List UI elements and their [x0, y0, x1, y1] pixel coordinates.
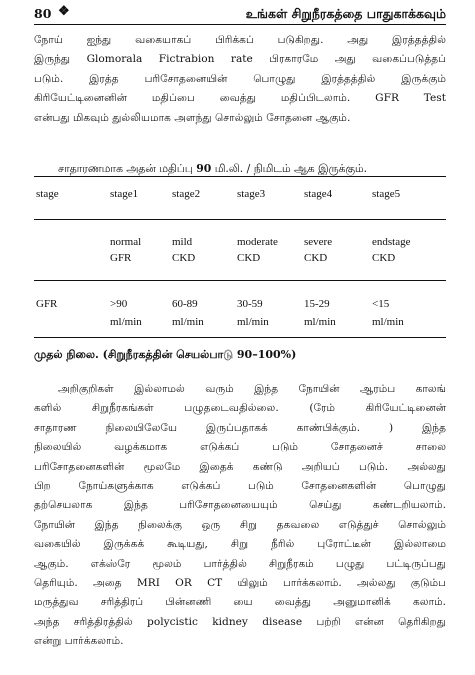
table-mid-rule [34, 280, 446, 281]
paragraph-line: வகையில் இருக்கக் கூடியது, சிறு நீரில் புரோட்டீன் இல்லாமை [34, 538, 446, 551]
table-cell: CKD [304, 252, 328, 264]
paragraph-line: சாதாரண நிலையிலேயே இருப்பதாகக் காண்பிக்கும். ) இந்த [34, 421, 446, 434]
table-cell: >90 [110, 298, 128, 310]
table-header-cell: stage1 [110, 188, 139, 200]
running-header [34, 4, 446, 24]
table-bottom-rule [34, 337, 446, 338]
table-cell: ml/min [237, 316, 269, 328]
table-cell: 60-89 [172, 298, 198, 310]
paragraph-line: ஆகும். எக்ஸ்ரே மூலம் பார்த்தில் சிறுநீரகம் பழுது பட்டிருப்பது [34, 557, 446, 570]
paragraph-line: நிலையில் வழக்கமாக எடுக்கப் படும் சோதனைச் சாலை [34, 441, 446, 454]
paragraph-line: அந்த சரித்திரத்தில் polycistic kidney disease பற்றி என்ன தெரிகிறது [34, 615, 446, 628]
table-cell: moderate [237, 236, 278, 248]
paragraph-line: பிற நோய்களுக்காக எடுக்கப் படும் சோதனைகளின் பொழுது [34, 479, 446, 492]
table-cell: CKD [172, 252, 196, 264]
table-header-cell: stage2 [172, 188, 201, 200]
table-header-cell: stage5 [372, 188, 401, 200]
paragraph-line: தற்செயலாக இந்த பரிசோதனையையும் செய்து கண்டறியலாம். [34, 499, 446, 512]
paragraph-line: களில் சிறுநீரகங்கள் பழுதடைவதில்லை. (ரேம் கிரியேட்டினைன் [34, 402, 446, 415]
intro-paragraph [34, 31, 446, 128]
page-number: 80 [34, 6, 52, 21]
paragraph-line: பரிசோதனைகளின் மூலமே இதைக் கண்டு அறியப் படும். அல்லது [34, 460, 446, 473]
paragraph-line: தெரியும். அதை MRI OR CT யிலும் பார்க்கலாம். அல்லது குடும்ப [34, 576, 446, 589]
table-cell: normal [110, 236, 142, 248]
ornament-icon: ❖ [58, 4, 70, 19]
table-cell: GFR [110, 252, 132, 264]
normal-value-line [58, 162, 448, 177]
table-top-rule [34, 176, 446, 177]
table-mid-rule [34, 219, 446, 220]
table-cell: 30-59 [237, 298, 263, 310]
table-cell: endstage [372, 236, 411, 248]
table-cell: ml/min [372, 316, 404, 328]
table-cell: <15 [372, 298, 390, 310]
paragraph-line: நோயின் இந்த நிலைக்கு ஒரு சிறு தகவலை எடுத்துச் சொல்லும் [34, 518, 446, 531]
normal-value-number: 90 [196, 162, 212, 175]
table-header-cell: stage3 [237, 188, 266, 200]
header-rule [34, 24, 446, 25]
paragraph-line: மருத்துவ சரித்திரப் பின்னணி யை வைத்து அனுமானிக் கலாம். [34, 596, 446, 609]
table-row-label: GFR [36, 298, 58, 310]
running-title: உங்கள் சிறுநீரகத்தை பாதுகாக்கவும் [245, 6, 446, 21]
paragraph-line: நோய் ஐந்து வகையாகப் பிரிக்கப் படுகிறது. அது இரத்தத்தில் [34, 34, 446, 46]
ckd-stage-table [34, 176, 446, 338]
paragraph-line: கிரியேட்டினைனின் மதிப்பை வைத்து மதிப்பிடலாம். GFR Test [34, 92, 446, 105]
table-cell: ml/min [304, 316, 336, 328]
table-cell: 15-29 [304, 298, 330, 310]
paragraph-line: என்று பார்க்கலாம். [34, 635, 124, 648]
table-cell: mild [172, 236, 193, 248]
paragraph-line: இருந்து Glomorala Fictrabion rate பிரகாரமே அது வகைப்படுத்தப் [34, 53, 446, 66]
table-cell: CKD [237, 252, 261, 264]
body-paragraph [34, 380, 446, 651]
table-cell: ml/min [110, 316, 142, 328]
table-cell: CKD [372, 252, 396, 264]
normal-value-prefix: சாதாரணமாக அதன் மதிப்பு [58, 162, 197, 175]
table-header-cell: stage [36, 188, 59, 200]
paragraph-line: என்பது மிகவும் துல்லியமாக அளந்து சொல்லும் சோதனை ஆகும். [34, 111, 351, 124]
paragraph-line: படும். இரத்த பரிசோதனையின் பொழுது இரத்தத்தில் இருக்கும் [34, 72, 446, 85]
normal-value-suffix: மி.லி. / நிமிடம் ஆக இருக்கும். [211, 162, 368, 175]
table-header-cell: stage4 [304, 188, 333, 200]
table-cell: severe [304, 236, 333, 248]
section-heading: முதல் நிலை. (சிறுநீரகத்தின் செயல்பாடு 90–100%) [34, 348, 297, 361]
paragraph-line: அறிகுறிகள் இல்லாமல் வரும் இந்த நோயின் ஆரம்ப காலங் [58, 383, 446, 395]
table-cell: ml/min [172, 316, 204, 328]
